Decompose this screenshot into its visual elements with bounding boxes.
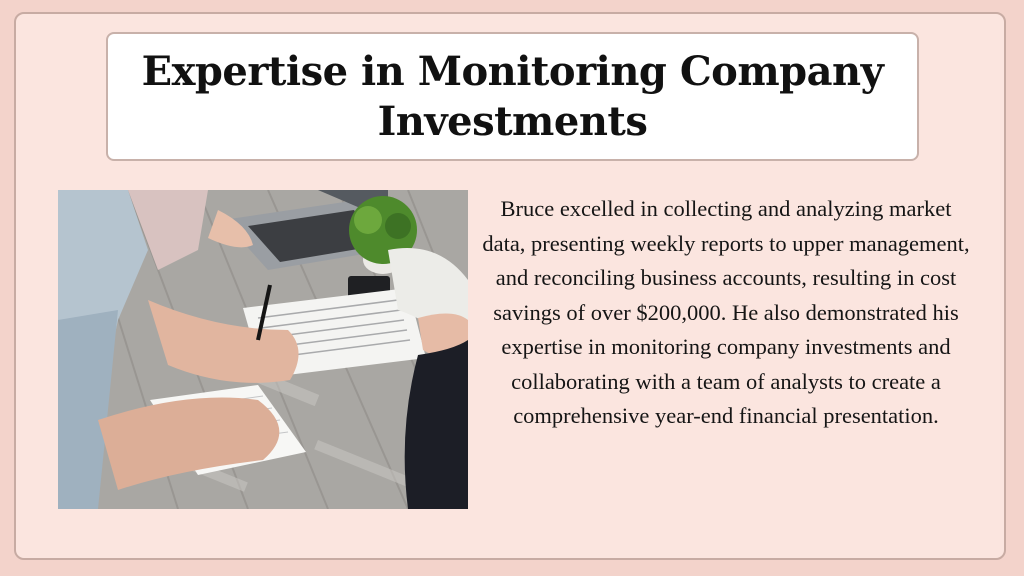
photo-business-meeting-icon [58,190,468,509]
body-paragraph: Bruce excelled in collecting and analyzing market data, presenting weekly reports to upper management, and reconciling business accounts, resulting in cost savings of over $200,000. He also demonstrated his expertise in monitoring company investments and collaborating with a team of analysts to create a comprehensive year-end financial presentation. [482,196,970,428]
business-meeting-photo [58,190,468,509]
title-box [106,32,919,161]
slide-panel [14,12,1006,560]
slide-title: Expertise in Monitoring Company Investments [141,47,884,145]
